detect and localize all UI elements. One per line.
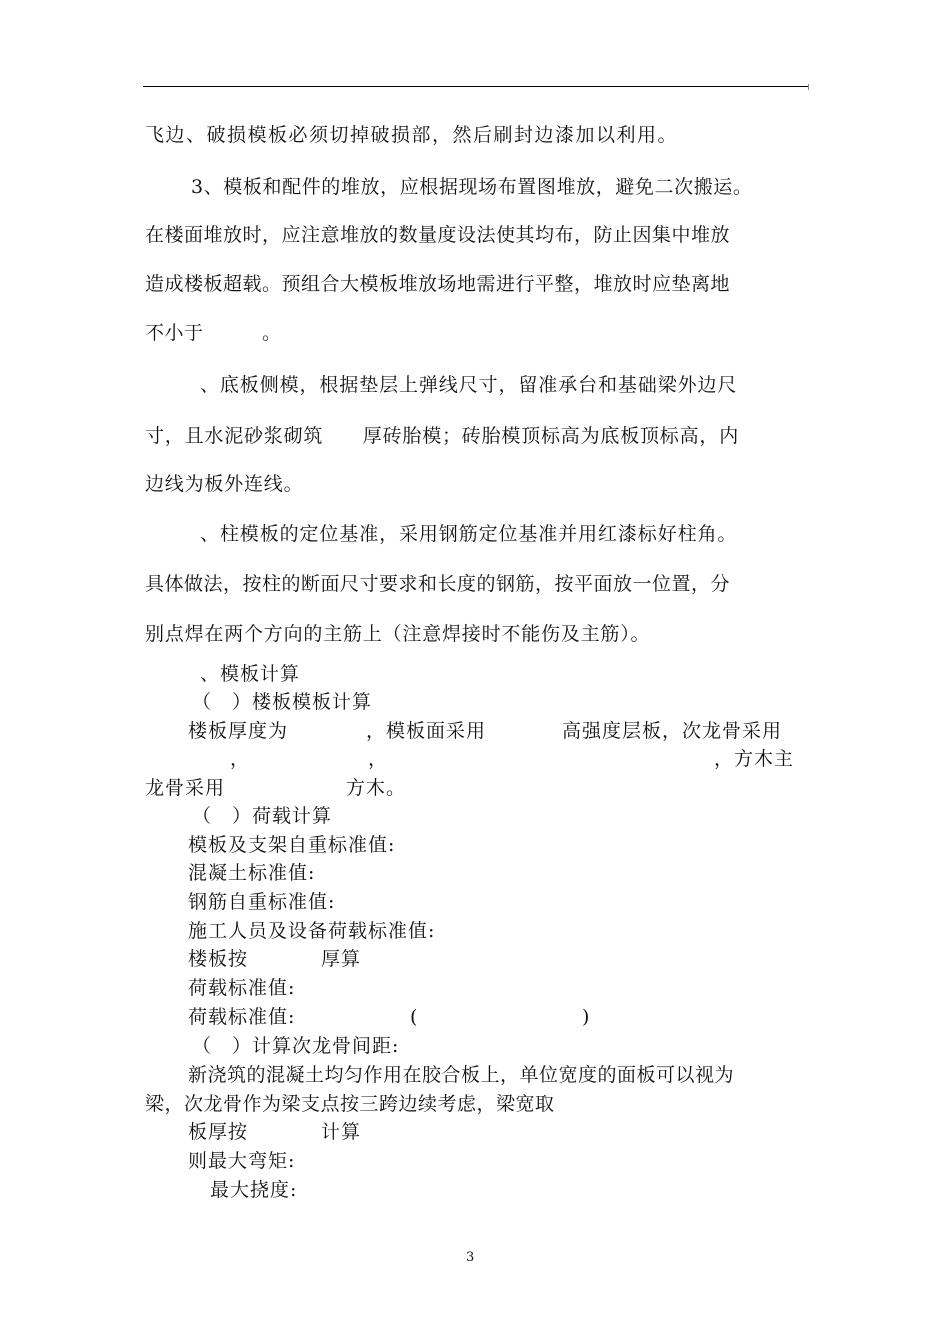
- calc-line: ，方木主: [714, 748, 795, 770]
- body-line: 边线为板外连线。: [145, 473, 304, 495]
- section-heading: 、模板计算: [200, 663, 301, 685]
- body-line: 、底板侧模，根据垫层上弹线尺寸，留准承台和基础梁外边尺: [200, 374, 738, 396]
- calc-line: 厚算: [321, 948, 362, 970]
- body-line: 寸，且水泥砂浆砌筑 厚砖胎模；砖胎模顶标高为底板顶标高，内: [145, 425, 740, 447]
- calc-line: ，模板面采用: [366, 720, 487, 742]
- calc-line: 板厚按: [188, 1121, 249, 1143]
- body-line: 、柱模板的定位基准，采用钢筋定位基准并用红漆标好柱角。: [200, 523, 738, 545]
- load-item: 混凝土标准值:: [188, 862, 316, 884]
- subsection-heading: （ ）计算次龙骨间距:: [192, 1035, 400, 1057]
- calc-line: ): [582, 1006, 590, 1028]
- calc-line: ，: [230, 748, 250, 770]
- calc-line: (: [410, 1006, 418, 1028]
- calc-line: 则最大弯矩:: [188, 1150, 296, 1172]
- calc-line: ，: [368, 748, 388, 770]
- calc-line: 荷载标准值:: [188, 977, 296, 999]
- calc-line: 荷载标准值:: [188, 1006, 296, 1028]
- body-line: 不小于 。: [145, 322, 282, 344]
- body-line: 3、模板和配件的堆放，应根据现场布置图堆放，避免二次搬运。: [191, 176, 753, 198]
- calc-line: 龙骨采用: [145, 777, 226, 799]
- calc-line: 方木。: [346, 777, 407, 799]
- page-number: 3: [466, 1250, 475, 1265]
- calc-line: 计算: [321, 1121, 362, 1143]
- subsection-heading: （ ）楼板模板计算: [192, 691, 373, 713]
- body-line: 飞边、破损模板必须切掉破损部，然后刷封边漆加以利用。: [145, 124, 679, 146]
- body-line: 造成楼板超载。预组合大模板堆放场地需进行平整，堆放时应垫离地: [145, 273, 731, 295]
- calc-line: 楼板按: [188, 948, 249, 970]
- load-item: 钢筋自重标准值:: [188, 891, 336, 913]
- calc-line: 梁，次龙骨作为梁支点按三跨边续考虑，梁宽取: [145, 1093, 555, 1115]
- header-rule: [143, 86, 808, 87]
- calc-line: 高强度层板，次龙骨采用: [562, 720, 783, 742]
- subsection-heading: （ ）荷载计算: [192, 805, 333, 827]
- header-rule-tick: [808, 84, 809, 90]
- calc-line: 最大挠度:: [210, 1179, 298, 1201]
- body-line: 别点焊在两个方向的主筋上（注意焊接时不能伤及主筋）。: [145, 623, 651, 645]
- calc-line: 新浇筑的混凝土均匀作用在胶合板上，单位宽度的面板可以视为: [188, 1064, 735, 1086]
- load-item: 施工人员及设备荷载标准值:: [188, 920, 436, 942]
- calc-line: 楼板厚度为: [188, 720, 289, 742]
- load-item: 模板及支架自重标准值:: [188, 834, 396, 856]
- body-line: 在楼面堆放时，应注意堆放的数量度设法使其均布，防止因集中堆放: [145, 224, 731, 246]
- body-line: 具体做法，按柱的断面尺寸要求和长度的钢筋，按平面放一位置，分: [145, 573, 731, 595]
